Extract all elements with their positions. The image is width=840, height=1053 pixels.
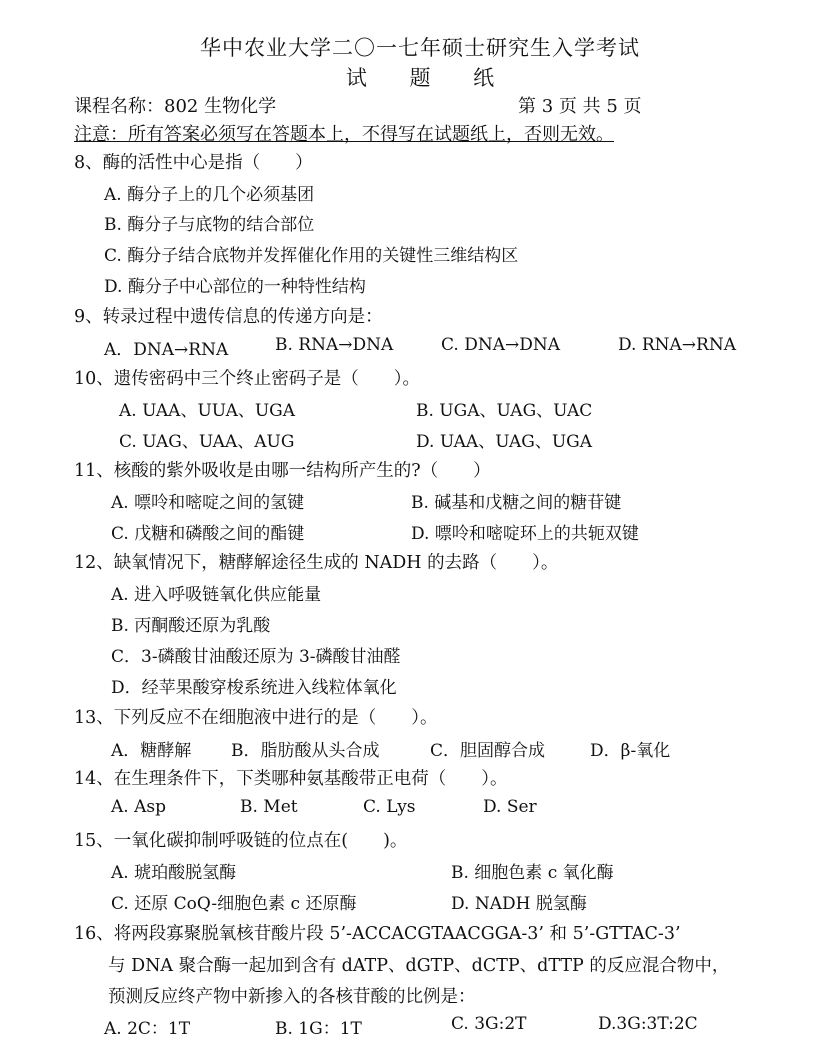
page-info: 第 3 页 共 5 页: [518, 96, 642, 117]
question-8-option-d: D. 酶分子中心部位的一种特性结构: [104, 277, 366, 297]
question-16-stem: 16、将两段寡聚脱氧核苷酸片段 5’-ACCACGTAACGGA-3’ 和 5’-GTTAC-3’: [74, 924, 681, 944]
course-name: 课程名称：802 生物化学: [74, 96, 277, 117]
question-16-option-d: D.3G:3T:2C: [598, 1014, 698, 1034]
question-10-option-d: D. UAA、UAG、UGA: [416, 432, 593, 452]
question-14-option-b: B. Met: [240, 797, 298, 817]
question-9-option-b: B. RNA→DNA: [275, 335, 394, 355]
question-11-option-a: A. 嘌呤和嘧啶之间的氢键: [111, 493, 305, 513]
question-12-stem: 12、缺氧情况下，糖酵解途径生成的 NADH 的去路（ ）。: [74, 553, 559, 573]
question-9-option-a: A．DNA→RNA: [104, 340, 229, 360]
question-16-option-b: B. 1G：1T: [275, 1019, 362, 1039]
question-15-option-d: D. NADH 脱氢酶: [451, 894, 587, 914]
question-8-option-b: B. 酶分子与底物的结合部位: [104, 215, 315, 235]
question-12-option-c: C．3-磷酸甘油酸还原为 3-磷酸甘油醛: [111, 647, 401, 667]
question-11-stem: 11、核酸的紫外吸收是由哪一结构所产生的?（ ）: [74, 461, 491, 481]
notice-text: 注意：所有答案必须写在答题本上，不得写在试题纸上，否则无效。: [74, 124, 614, 145]
question-9-stem: 9、转录过程中遗传信息的传递方向是：: [74, 307, 383, 327]
question-10-option-a: A. UAA、UUA、UGA: [119, 401, 296, 421]
question-16-option-c: C. 3G:2T: [451, 1014, 527, 1034]
exam-subtitle: 试 题 纸: [345, 66, 513, 90]
question-16-option-a: A. 2C：1T: [104, 1019, 191, 1039]
question-16-stem-line2: 与 DNA 聚合酶一起加到含有 dATP、dGTP、dCTP、dTTP 的反应混合物中，: [108, 956, 730, 976]
question-13-stem: 13、下列反应不在细胞液中进行的是（ ）。: [74, 708, 438, 728]
exam-title: 华中农业大学二〇一七年硕士研究生入学考试: [200, 36, 640, 60]
question-15-option-b: B. 细胞色素 c 氧化酶: [451, 863, 614, 883]
question-13-option-d: D．β-氧化: [590, 741, 671, 761]
question-14-stem: 14、在生理条件下，下类哪种氨基酸带正电荷（ ）。: [74, 769, 508, 789]
question-14-option-a: A. Asp: [111, 797, 166, 817]
question-10-stem: 10、遗传密码中三个终止密码子是（ ）。: [74, 369, 421, 389]
question-13-option-b: B．脂肪酸从头合成: [231, 741, 380, 761]
question-14-option-c: C. Lys: [363, 797, 416, 817]
question-13-option-a: A．糖酵解: [111, 741, 192, 761]
question-10-option-c: C. UAG、UAA、AUG: [119, 432, 295, 452]
question-9-option-c: C. DNA→DNA: [441, 335, 561, 355]
question-15-stem: 15、一氧化碳抑制呼吸链的位点在( )。: [74, 831, 408, 851]
question-10-option-b: B. UGA、UAG、UAC: [416, 401, 593, 421]
question-14-option-d: D. Ser: [483, 797, 537, 817]
question-8-option-c: C. 酶分子结合底物并发挥催化作用的关键性三维结构区: [104, 246, 519, 266]
question-15-option-a: A. 琥珀酸脱氢酶: [111, 863, 237, 883]
question-11-option-d: D. 嘌呤和嘧啶环上的共轭双键: [411, 524, 639, 544]
question-12-option-d: D．经苹果酸穿梭系统进入线粒体氧化: [111, 678, 397, 698]
question-15-option-c: C. 还原 CoQ-细胞色素 c 还原酶: [111, 894, 357, 914]
question-12-option-b: B. 丙酮酸还原为乳酸: [111, 616, 271, 636]
question-13-option-c: C．胆固醇合成: [430, 741, 546, 761]
question-11-option-c: C. 戊糖和磷酸之间的酯键: [111, 524, 305, 544]
question-8-stem: 8、酶的活性中心是指（ ）: [74, 153, 313, 173]
question-8-option-a: A. 酶分子上的几个必须基团: [104, 185, 315, 205]
question-9-option-d: D. RNA→RNA: [618, 335, 736, 355]
question-12-option-a: A. 进入呼吸链氧化供应能量: [111, 585, 322, 605]
question-11-option-b: B. 碱基和戊糖之间的糖苷键: [411, 493, 622, 513]
question-16-stem-line3: 预测反应终产物中新掺入的各核苷酸的比例是：: [108, 987, 476, 1007]
